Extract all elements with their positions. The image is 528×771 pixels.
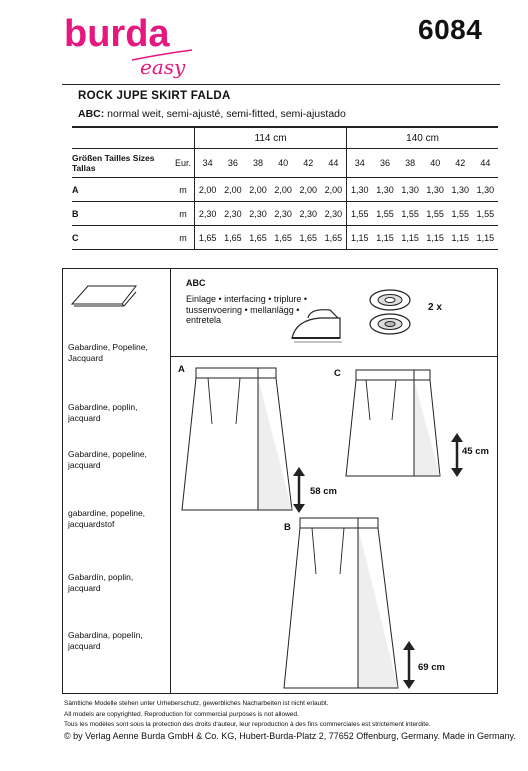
notions-views: ABC — [186, 278, 206, 288]
interfacing-text: Einlage • interfacing • triplure • tussenvoering • mellanlägg • entretela — [186, 294, 308, 325]
burda-easy-logo — [62, 14, 212, 84]
fabric-es-2: Gabardina, popelín, jacquard — [68, 630, 143, 651]
skirt-a-drawing — [178, 364, 298, 514]
length-c: 45 cm — [462, 446, 489, 457]
fabric-es: Gabardín, poplin, jacquard — [68, 572, 134, 593]
fabric-en: Gabardine, poplin, jacquard — [68, 402, 138, 423]
length-arrow-b — [402, 640, 416, 690]
fabric-fr: Gabardine, popeline, jacquard — [68, 449, 147, 470]
length-arrow-a — [292, 466, 306, 514]
brand-name: burda — [64, 14, 170, 55]
width-140: 140 cm — [347, 127, 498, 149]
snap-fastener-icon — [368, 288, 414, 338]
table-row: A m 2,00 2,00 2,00 2,00 2,00 2,00 1,30 1,30 1,30 1,30 1,30 1,30 — [72, 178, 498, 202]
pattern-number: 6084 — [418, 14, 483, 45]
table-row: B m 2,30 2,30 2,30 2,30 2,30 2,30 1,55 1,55 1,55 1,55 1,55 1,55 — [72, 202, 498, 226]
sizes-header: Größen Tailles Sizes Tallas — [72, 149, 172, 178]
yardage-table: 114 cm 140 cm Größen Tailles Sizes Tallas Eur. 34 36 38 40 42 44 34 36 38 40 42 44 A m 2,00 2,00 2,00 2,00 2,00 2,00 1,30 1,30 1,30 1,30 1,30 1,30 B m 2,30 2,30 2,30 2,30 2,30 2,30 1,55 1,55 1,55 1,55 1,55 1,55 C m 1,65 1,65 1,65 1,65 1,65 1,65 1,15 1,15 1,15 1,15 1,15 1,15 — [72, 126, 498, 250]
fit-description: ABC: normal weit, semi-ajusté, semi-fitted, semi-ajustado — [78, 108, 346, 120]
notions-divider — [170, 356, 498, 357]
fabric-de: Gabardine, Popeline, Jacquard — [68, 342, 148, 363]
skirt-c-drawing — [340, 366, 444, 482]
eur-label: Eur. — [172, 149, 195, 178]
footer-copyright-de: Sämtliche Modelle stehen unter Urheberschutz, gewerbliches Nacharbeiten ist nicht erlaubt. — [64, 700, 329, 707]
footer-publisher: © by Verlag Aenne Burda GmbH & Co. KG, Hubert-Burda-Platz 2, 77652 Offenburg, Germany. Made in Germany. — [64, 731, 516, 741]
view-label-c: C — [334, 368, 341, 379]
length-a: 58 cm — [310, 486, 337, 497]
snaps-quantity: 2 x — [428, 302, 442, 313]
view-label-a: A — [178, 364, 185, 375]
fabric-column-divider — [170, 268, 171, 694]
length-b: 69 cm — [418, 662, 445, 673]
header-rule — [62, 84, 500, 85]
fabric-fold-icon — [70, 282, 138, 308]
skirt-b-drawing — [278, 516, 404, 694]
view-label-b: B — [284, 522, 291, 533]
footer-copyright-en: All models are copyrighted. Reproduction for commercial purposes is not allowed. — [64, 711, 299, 718]
page-title: ROCK JUPE SKIRT FALDA — [78, 90, 231, 102]
footer-copyright-fr: Tous les modèles sont sous la protection des droits d'auteur, leur reproduction à des fins commerciales est strictement interdite. — [64, 721, 431, 728]
table-row: C m 1,65 1,65 1,65 1,65 1,65 1,65 1,15 1,15 1,15 1,15 1,15 1,15 — [72, 226, 498, 250]
fabric-nl: gabardine, popeline, jacquardstof — [68, 508, 146, 529]
width-114: 114 cm — [195, 127, 347, 149]
iron-icon — [290, 306, 344, 344]
brand-line: easy — [140, 55, 186, 79]
